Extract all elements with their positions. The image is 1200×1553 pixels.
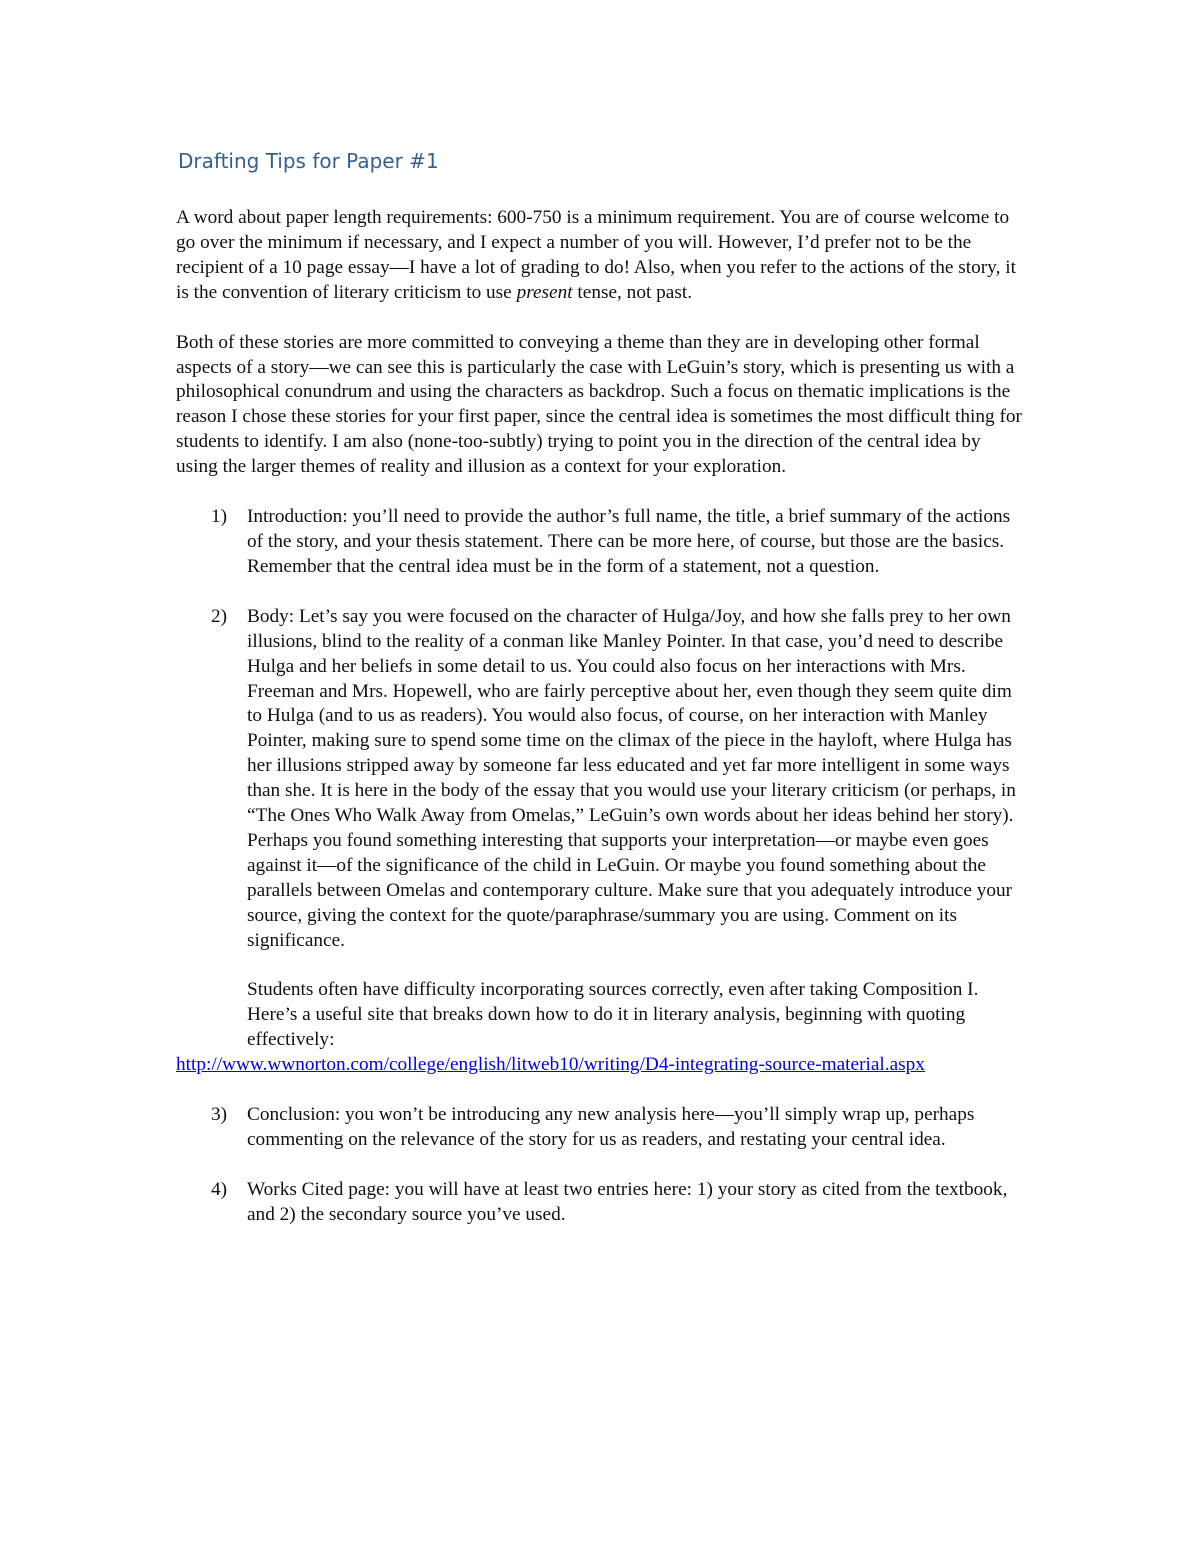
list-item-text: Works Cited page: you will have at least two entries here: 1) your story as cited from the textbook, and 2) the secondary source you’ve used. bbox=[247, 1178, 1008, 1225]
list-item-introduction bbox=[176, 505, 1024, 580]
list-item-works-cited bbox=[176, 1178, 1024, 1228]
list-number: 4) bbox=[211, 1178, 228, 1200]
list-item-subtext: Students often have difficulty incorporating sources correctly, even after taking Composition I. Here’s a useful site that breaks down how to do it in literary analysis, beginning with quoting effectively: bbox=[247, 979, 979, 1051]
document-title: Drafting Tips for Paper #1 bbox=[178, 149, 439, 173]
source-link-line bbox=[176, 1053, 1024, 1078]
paragraph-text: A word about paper length requirements: 600-750 is a minimum requirement. You are of course welcome to go over the minimum if necessary, and I expect a number of you will. However, I’d prefer not to be the recipient of a 10 page essay—I have a lot of grading to do! Also, when you refer to the actions of the story, it is the convention of literary criticism to use bbox=[176, 207, 1016, 303]
paragraph-length-requirements bbox=[176, 206, 1024, 306]
list-item-text: Body: Let’s say you were focused on the character of Hulga/Joy, and how she falls prey to her own illusions, blind to the reality of a conman like Manley Pointer. In that case, you’d need to describe Hulga and her beliefs in some detail to us. You could also focus on her interactions with Mrs. Freeman and Mrs. Hopewell, who are fairly perceptive about her, even though they seem quite dim to Hulga (and to us as readers). You would also focus, of course, on her interaction with Manley Pointer, making sure to spend some time on the climax of the piece in the hayloft, where Hulga has her illusions stripped away by someone far less educated and yet far more intelligent in some ways than she. It is here in the body of the essay that you would use your literary criticism (or perhaps, in “The Ones Who Walk Away from Omelas,” LeGuin’s own words about her ideas behind her story). Perhaps you found something interesting that supports your interpretation—or maybe even goes against it—of the significance of the child in LeGuin. Or maybe you found something about the parallels between Omelas and contemporary culture. Make sure that you adequately introduce your source, giving the context for the quote/paraphrase/summary you are using. Comment on its significance. bbox=[247, 605, 1016, 951]
document-body bbox=[176, 148, 1024, 1253]
italic-word: present bbox=[516, 281, 573, 303]
list-number: 3) bbox=[211, 1104, 228, 1126]
list-item-conclusion bbox=[176, 1103, 1024, 1153]
list-number: 1) bbox=[211, 506, 228, 528]
paragraph-text: tense, not past. bbox=[572, 281, 693, 303]
list-item-text: Introduction: you’ll need to provide the author’s full name, the title, a brief summary of the actions of the story, and your thesis statement. There can be more here, of course, but those are the basics. Remember that the central idea must be in the form of a statement, not a question. bbox=[247, 506, 1011, 577]
source-link[interactable]: http://www.wwnorton.com/college/english/litweb10/writing/D4-integrating-source-material.aspx bbox=[176, 1054, 925, 1076]
list-number: 2) bbox=[211, 605, 228, 627]
list-item-body bbox=[176, 605, 1024, 1053]
list-item-text: Conclusion: you won’t be introducing any new analysis here—you’ll simply wrap up, perhaps commenting on the relevance of the story for us as readers, and restating your central idea. bbox=[247, 1104, 975, 1150]
paragraph-themes: Both of these stories are more committed to conveying a theme than they are in developing other formal aspects of a story—we can see this is particularly the case with LeGuin’s story, which is presenting us with a philosophical conundrum and using the characters as backdrop. Such a focus on thematic implications is the reason I chose these stories for your first paper, since the central idea is sometimes the most difficult thing for students to identify. I am also (none-too-subtly) trying to point you in the direction of the central idea by using the larger themes of reality and illusion as a context for your exploration. bbox=[176, 331, 1022, 478]
